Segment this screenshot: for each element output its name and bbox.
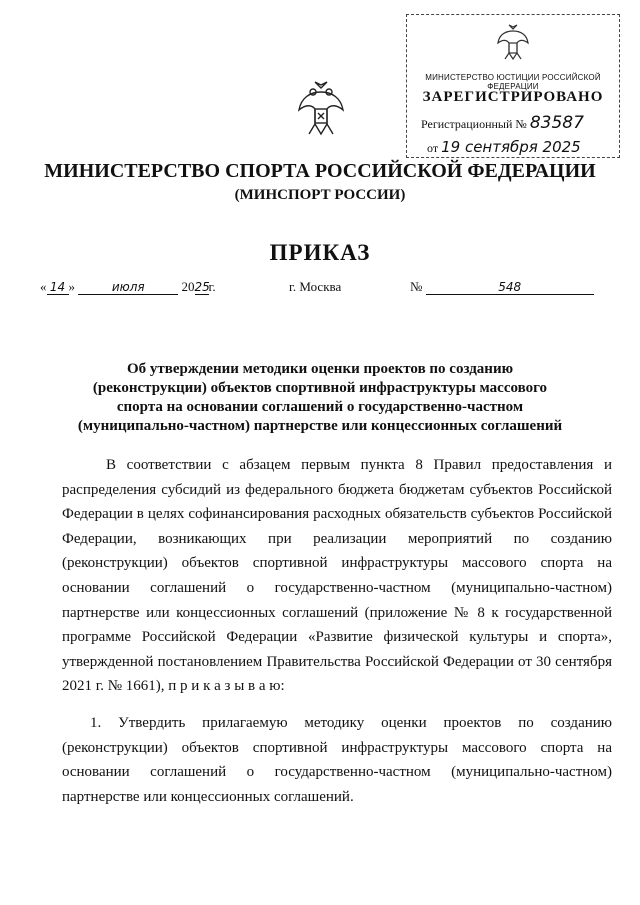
coat-of-arms-icon bbox=[296, 80, 346, 138]
stamp-date: 19 сентября 2025 bbox=[441, 138, 581, 156]
stamp-ministry-name: МИНИСТЕРСТВО ЮСТИЦИИ РОССИЙСКОЙ ФЕДЕРАЦИИ bbox=[425, 73, 601, 91]
order-number-value: 548 bbox=[426, 280, 594, 295]
stamp-registration-number-line bbox=[421, 113, 584, 133]
body-paragraph-2: 1. Утвердить прилагаемую методику оценки проектов по созданию (реконструкции) объектов спортивной инфраструктуры массового спорта на основании соглашений о государственно-частном (муниципально-частном) партнерстве или концессионных соглашений. bbox=[62, 715, 612, 805]
order-date: « 14 » июля 2025г. bbox=[40, 279, 216, 294]
order-year-prefix: 20 bbox=[181, 279, 195, 294]
stamp-reg-number: 83587 bbox=[529, 113, 584, 133]
order-subject: Об утверждении методики оценки проектов по созданию (реконструкции) объектов спортивной инфраструктуры массового спорта на основании соглашений о государственно-частном (муниципально-частном) партнерстве или концессионных соглашений bbox=[77, 361, 563, 434]
document-type-title: ПРИКАЗ bbox=[269, 240, 371, 265]
order-city: г. Москва bbox=[289, 279, 342, 294]
order-number-label: № bbox=[410, 279, 423, 294]
order-month: июля bbox=[78, 280, 178, 295]
order-year-unit: г. bbox=[208, 279, 216, 294]
stamp-date-label: от bbox=[427, 141, 439, 155]
body-paragraph-1: В соответствии с абзацем первым пункта 8 Правил предоставления и распределения субсидий из федерального бюджета бюджетам субъектов Российской Федерации в целях софинансирования расходных обязательств субъектов Российской Федерации, возникающих при реализации мероприятий по созданию (реконструкции) объектов спортивной инфраструктуры массового спорта на основании соглашений о государственно-частном (муниципально-частном) партнерстве или концессионных соглашений (приложение № 8 к государственной программе Российской Федерации «Развитие физической культуры и спорта», утвержденной постановлением Правительства Российской Федерации от 30 сентября 2021 г. № 1661), п р и к а з ы в а ю: bbox=[62, 457, 612, 695]
order-day: 14 bbox=[47, 280, 69, 295]
order-number bbox=[410, 279, 594, 295]
registration-stamp bbox=[406, 14, 620, 158]
ministry-title: МИНИСТЕРСТВО СПОРТА РОССИЙСКОЙ ФЕДЕРАЦИИ bbox=[44, 160, 596, 182]
stamp-date-line bbox=[427, 138, 581, 156]
stamp-reg-label: Регистрационный № bbox=[421, 117, 527, 131]
stamp-registered-label: ЗАРЕГИСТРИРОВАНО bbox=[422, 89, 604, 105]
order-year-suffix: 25 bbox=[194, 280, 210, 294]
coat-of-arms-icon bbox=[495, 23, 531, 63]
ministry-short-name: (МИНСПОРТ РОССИИ) bbox=[234, 187, 406, 203]
